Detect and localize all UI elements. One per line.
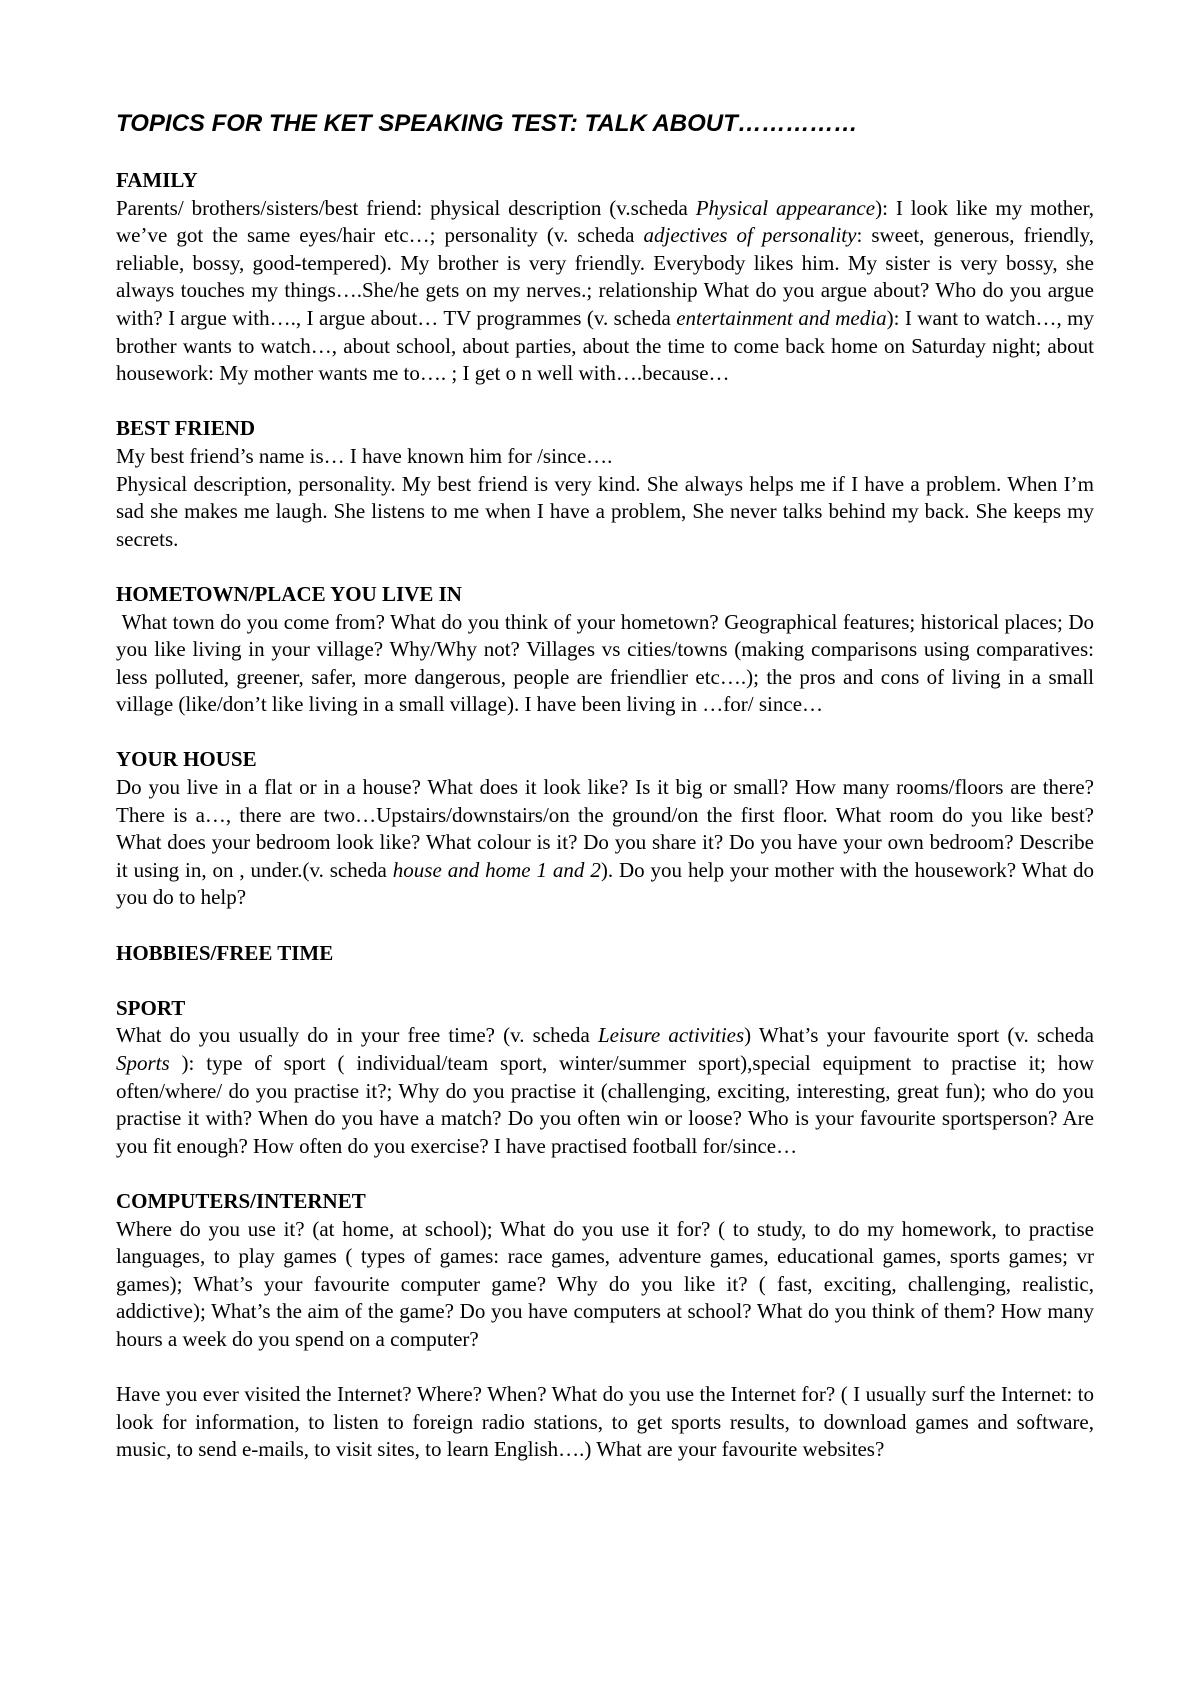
section-heading: BEST FRIEND: [116, 416, 256, 441]
text-run: ). Do you help your mother with the housework? What do you do to help?: [116, 857, 1095, 910]
section-paragraph: [116, 195, 1094, 388]
blank-line: [116, 1354, 1094, 1382]
text-run: What town do you come from? What do you think of your hometown? Geographical features; historical places; Do you like living in your village? Why/Why not? Villages vs cities/towns (making comparisons using comparatives: less polluted, greener, safer, more dangerous, people are friendlier etc….); the pros and cons of living in a small village (like/don’t like living in a small village). I have been living in …for/ since…: [116, 609, 1100, 717]
section-paragraph: [116, 774, 1094, 912]
section-paragraph: [116, 443, 1094, 471]
text-run: : sweet, generous, friendly, reliable, bossy, good-tempered). My brother is very friendly. Everybody likes him. My sister is very bossy, she always touches my things….She/he gets on my nerves.; relationship What do you argue about? Who do you argue with? I argue with…., I argue about… TV programmes (v. scheda: [116, 223, 1094, 330]
section-paragraph: [116, 609, 1100, 719]
section-your-house: [116, 746, 1094, 912]
section-heading: COMPUTERS/INTERNET: [116, 1188, 366, 1213]
text-run: My best friend’s name is… I have known him for /since….: [116, 443, 613, 468]
text-run: Do you live in a flat or in a house? What does it look like? Is it big or small? How many rooms/floors are there? There is a…, there are two…Upstairs/downstairs/on the ground/on the first floor. What room do you like best? What does your bedroom look like? What colour is it? Do you share it? Do you have your own bedroom? Describe it using in, on , under.(v. scheda: [116, 775, 1094, 882]
italic-text-run: adjectives of personality: [643, 223, 857, 248]
section-heading: SPORT: [116, 995, 186, 1020]
section-hobbies: [116, 940, 1094, 968]
section-heading: HOMETOWN/PLACE YOU LIVE IN: [116, 581, 462, 606]
section-paragraph: [116, 471, 1094, 554]
text-run: ): I want to watch…, my brother wants to watch…, about school, about parties, about the time to come back home on Saturday night; about housework: My mother wants me to…. ; I get o n well with….because…: [116, 305, 1094, 386]
text-run: ) What’s your favourite sport (v. scheda: [744, 1023, 1094, 1048]
italic-text-run: Leisure activities: [597, 1023, 745, 1048]
section-heading: HOBBIES/FREE TIME: [116, 940, 334, 965]
italic-text-run: entertainment and media: [676, 305, 887, 330]
section-paragraph: [116, 1381, 1094, 1464]
section-paragraph: [116, 1216, 1094, 1354]
text-run: ): I look like my mother, we’ve got the same eyes/hair etc…; personality (v. scheda: [116, 195, 1095, 248]
text-run: ): type of sport ( individual/team sport, winter/summer sport),special equipment to practise it; how often/where/ do you practise it?; Why do you practise it (challenging, exciting, interesting, great fun); who do you practise it with? When do you have a match? Do you often win or loose? Who is your favourite sportsperson? Are you fit enough? How often do you exercise? I have practised football for/since…: [116, 1051, 1094, 1158]
section-best-friend: [116, 415, 1094, 553]
italic-text-run: Sports: [116, 1051, 170, 1075]
document-page: [116, 108, 1100, 1492]
section-computers-internet: [116, 1188, 1094, 1464]
text-run: What do you usually do in your free time? (v. scheda: [116, 1023, 598, 1048]
section-paragraph: [116, 1022, 1094, 1160]
section-family: [116, 167, 1094, 388]
section-sport: [116, 995, 1094, 1161]
page-title: TOPICS FOR THE KET SPEAKING TEST: TALK ABOUT……………: [116, 110, 858, 137]
text-run: Have you ever visited the Internet? Where? When? What do you use the Internet for? ( I usually surf the Internet: to look for information, to listen to foreign radio stations, to get sports results, to download games and software, music, to send e-mails, to visit sites, to learn English….) What are your favourite websites?: [116, 1382, 1094, 1462]
section-heading: YOUR HOUSE: [116, 747, 257, 772]
text-run: Physical description, personality. My best friend is very kind. She always helps me if I have a problem. When I’m sad she makes me laugh. She listens to me when I have a problem, She never talks behind my back. She keeps my secrets.: [116, 471, 1094, 551]
section-heading: FAMILY: [116, 168, 198, 192]
italic-text-run: house and home 1 and 2: [392, 857, 601, 882]
text-run: Parents/ brothers/sisters/best friend: physical description (v.scheda: [116, 195, 696, 220]
italic-text-run: Physical appearance: [695, 195, 876, 220]
text-run: Where do you use it? (at home, at school); What do you use it for? ( to study, to do my homework, to practise languages, to play games ( types of games: race games, adventure games, educational games, sports games; vr games); What’s your favourite computer game? Why do you like it? ( fast, exciting, challenging, realistic, addictive); What’s the aim of the game? Do you have computers at school? What do you think of them? How many hours a week do you spend on a computer?: [116, 1216, 1094, 1351]
section-hometown: [116, 581, 1100, 719]
